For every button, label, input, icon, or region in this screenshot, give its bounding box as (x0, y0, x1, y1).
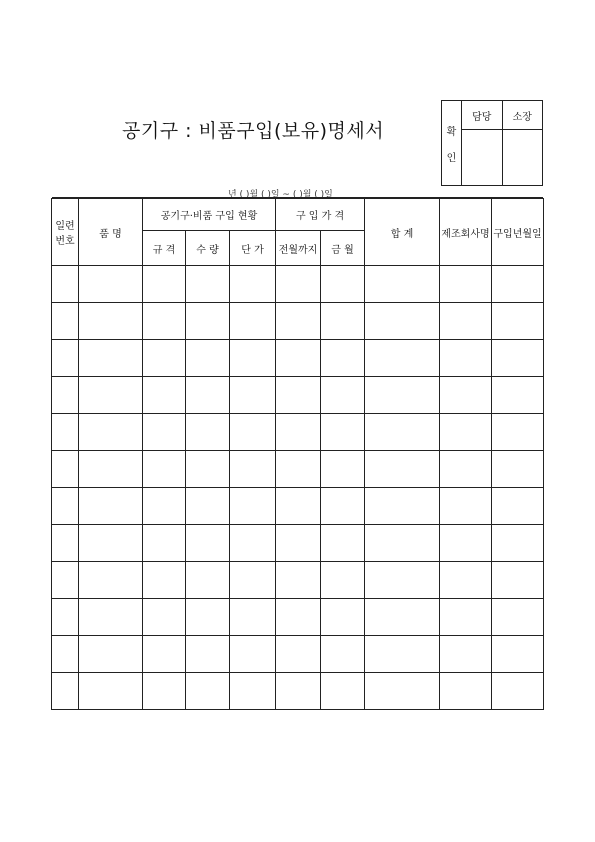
table-cell[interactable] (143, 377, 186, 414)
table-cell[interactable] (321, 636, 365, 673)
table-cell[interactable] (365, 266, 440, 303)
table-cell[interactable] (492, 525, 544, 562)
table-cell[interactable] (276, 340, 321, 377)
table-cell[interactable] (186, 377, 230, 414)
table-cell[interactable] (79, 377, 143, 414)
table-cell[interactable] (440, 377, 492, 414)
table-cell[interactable] (143, 488, 186, 525)
table-cell[interactable] (492, 266, 544, 303)
table-cell[interactable] (321, 377, 365, 414)
approval-side-label: 확 인 (442, 101, 462, 186)
table-cell[interactable] (365, 303, 440, 340)
table-cell[interactable] (440, 562, 492, 599)
table-cell[interactable] (186, 562, 230, 599)
table-cell[interactable] (230, 266, 276, 303)
table-cell[interactable] (52, 525, 79, 562)
table-cell[interactable] (79, 562, 143, 599)
table-row (52, 562, 544, 599)
table-cell[interactable] (143, 340, 186, 377)
table-cell[interactable] (230, 673, 276, 710)
table-cell[interactable] (79, 303, 143, 340)
table-cell[interactable] (321, 599, 365, 636)
table-cell[interactable] (440, 451, 492, 488)
table-cell[interactable] (230, 451, 276, 488)
table-cell[interactable] (52, 636, 79, 673)
table-cell[interactable] (52, 562, 79, 599)
table-cell[interactable] (365, 377, 440, 414)
table-cell[interactable] (321, 266, 365, 303)
table-cell[interactable] (230, 636, 276, 673)
table-cell[interactable] (79, 673, 143, 710)
header-total: 합 계 (365, 199, 440, 266)
table-cell[interactable] (143, 636, 186, 673)
table-cell[interactable] (186, 673, 230, 710)
table-cell[interactable] (365, 636, 440, 673)
table-body (52, 266, 544, 710)
table-row (52, 451, 544, 488)
table-cell[interactable] (143, 414, 186, 451)
table-cell[interactable] (79, 488, 143, 525)
table-cell[interactable] (52, 303, 79, 340)
table-cell[interactable] (321, 303, 365, 340)
table-cell[interactable] (186, 340, 230, 377)
table-cell[interactable] (492, 599, 544, 636)
header-prev-month: 전월까지 (276, 231, 321, 266)
table-cell[interactable] (79, 414, 143, 451)
table-cell[interactable] (276, 525, 321, 562)
table-cell[interactable] (52, 266, 79, 303)
table-cell[interactable] (230, 414, 276, 451)
table-cell[interactable] (79, 451, 143, 488)
table-cell[interactable] (186, 636, 230, 673)
period-line: 년 ( )월 ( )일 ~ ( )월 ( )일 (228, 190, 333, 200)
table-cell[interactable] (79, 599, 143, 636)
table-cell[interactable] (365, 340, 440, 377)
table-cell[interactable] (321, 414, 365, 451)
table-cell[interactable] (230, 303, 276, 340)
table-row (52, 673, 544, 710)
table-cell[interactable] (440, 525, 492, 562)
table-cell[interactable] (321, 673, 365, 710)
table-cell[interactable] (321, 340, 365, 377)
table-row (52, 303, 544, 340)
table-cell[interactable] (186, 451, 230, 488)
table-cell[interactable] (79, 340, 143, 377)
table-cell[interactable] (492, 488, 544, 525)
table-row (52, 414, 544, 451)
table-cell[interactable] (79, 636, 143, 673)
table-cell[interactable] (440, 414, 492, 451)
table-cell[interactable] (230, 340, 276, 377)
header-unit-price: 단 가 (230, 231, 276, 266)
table-cell[interactable] (143, 303, 186, 340)
header-purchase-date: 구입년월일 (492, 199, 544, 266)
table-cell[interactable] (230, 562, 276, 599)
table-cell[interactable] (440, 340, 492, 377)
table-cell[interactable] (143, 451, 186, 488)
table-cell[interactable] (440, 266, 492, 303)
table-cell[interactable] (230, 488, 276, 525)
table-cell[interactable] (492, 340, 544, 377)
purchase-table (51, 198, 544, 710)
approval-box (441, 100, 543, 186)
header-price-group: 구 입 가 격 (276, 199, 365, 231)
header-status-group: 공기구·비품 구입 현황 (143, 199, 276, 231)
table-cell[interactable] (276, 414, 321, 451)
table-row (52, 488, 544, 525)
document-title: 공기구 : 비품구입(보유)명세서 (122, 120, 385, 142)
table-row (52, 377, 544, 414)
table-cell[interactable] (492, 673, 544, 710)
table-cell[interactable] (365, 599, 440, 636)
table-cell[interactable] (143, 525, 186, 562)
table-cell[interactable] (230, 377, 276, 414)
table-cell[interactable] (440, 636, 492, 673)
table-cell[interactable] (365, 451, 440, 488)
table-cell[interactable] (79, 266, 143, 303)
table-cell[interactable] (186, 266, 230, 303)
table-cell[interactable] (276, 303, 321, 340)
table-cell[interactable] (440, 303, 492, 340)
table-cell[interactable] (52, 599, 79, 636)
table-cell[interactable] (79, 525, 143, 562)
header-item: 품 명 (79, 199, 143, 266)
table-cell[interactable] (143, 266, 186, 303)
table-cell[interactable] (440, 488, 492, 525)
table-cell[interactable] (276, 451, 321, 488)
table-cell[interactable] (276, 377, 321, 414)
table-cell[interactable] (52, 340, 79, 377)
table-cell[interactable] (186, 488, 230, 525)
table-cell[interactable] (492, 377, 544, 414)
header-quantity: 수 량 (186, 231, 230, 266)
table-cell[interactable] (276, 636, 321, 673)
table-row (52, 636, 544, 673)
table-cell[interactable] (365, 525, 440, 562)
table-cell[interactable] (230, 525, 276, 562)
approval-header-manager: 담당 (462, 101, 503, 130)
table-cell[interactable] (186, 303, 230, 340)
table-row (52, 266, 544, 303)
header-spec: 규 격 (143, 231, 186, 266)
header-serial: 일련 번호 (52, 199, 79, 266)
table-cell[interactable] (52, 377, 79, 414)
table-cell[interactable] (52, 488, 79, 525)
table-cell[interactable] (276, 562, 321, 599)
table-cell[interactable] (276, 266, 321, 303)
table-cell[interactable] (492, 451, 544, 488)
table-cell[interactable] (492, 303, 544, 340)
table-row (52, 525, 544, 562)
table-cell[interactable] (492, 636, 544, 673)
table-cell[interactable] (365, 488, 440, 525)
header-manufacturer: 제조회사명 (440, 199, 492, 266)
header-amount: 금 월 (321, 231, 365, 266)
table-cell[interactable] (365, 673, 440, 710)
table-cell[interactable] (186, 414, 230, 451)
table-cell[interactable] (492, 562, 544, 599)
approval-header-director: 소장 (502, 101, 543, 130)
approval-sign-manager[interactable] (462, 130, 503, 186)
table-cell[interactable] (276, 488, 321, 525)
table-cell[interactable] (186, 599, 230, 636)
table-cell[interactable] (440, 673, 492, 710)
table-cell[interactable] (52, 451, 79, 488)
table-cell[interactable] (365, 562, 440, 599)
approval-sign-director[interactable] (502, 130, 543, 186)
table-cell[interactable] (321, 488, 365, 525)
table-row (52, 599, 544, 636)
table-cell[interactable] (321, 451, 365, 488)
table-cell[interactable] (365, 414, 440, 451)
table-cell[interactable] (143, 599, 186, 636)
table-cell[interactable] (186, 525, 230, 562)
table-cell[interactable] (230, 599, 276, 636)
table-cell[interactable] (52, 414, 79, 451)
table-row (52, 340, 544, 377)
table-cell[interactable] (440, 599, 492, 636)
table-cell[interactable] (52, 673, 79, 710)
table-cell[interactable] (143, 673, 186, 710)
table-cell[interactable] (276, 599, 321, 636)
table-cell[interactable] (276, 673, 321, 710)
table-cell[interactable] (143, 562, 186, 599)
table-cell[interactable] (492, 414, 544, 451)
table-cell[interactable] (321, 562, 365, 599)
table-cell[interactable] (321, 525, 365, 562)
